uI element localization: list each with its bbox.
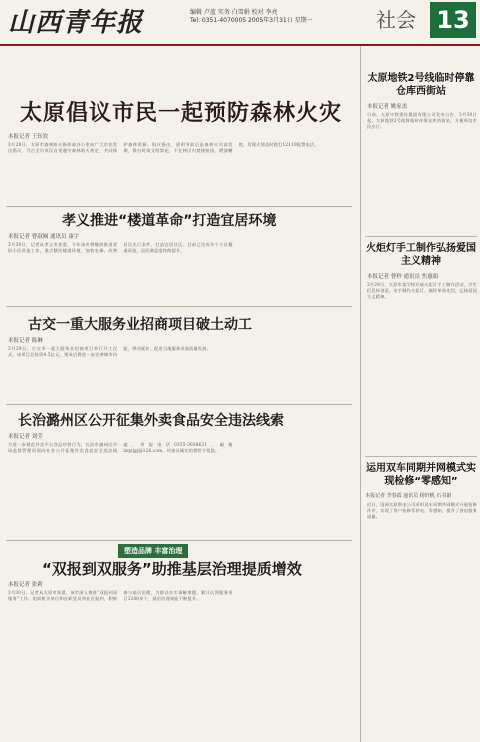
divider <box>365 236 477 237</box>
sidebar-article-3-byline: 本报记者 李春霞 通讯员 杨轩帆 石书娟 <box>365 493 452 499</box>
main-column <box>0 46 358 742</box>
page-number: 13 <box>430 2 476 38</box>
article-4-headline: 长治潞州区公开征集外卖食品安全违法线索 <box>18 413 284 429</box>
divider <box>6 404 352 405</box>
publication-info <box>190 9 313 25</box>
sidebar-article-1-body: 日前，太原中铁建设集团有限公司发布公告，3月30日起，太原地铁2号线将临时停靠仓库西街站，方便周边市民出行。 <box>367 112 477 129</box>
article-5-byline: 本报记者 张莉 <box>8 582 43 588</box>
divider <box>6 206 352 207</box>
article-2-body: 3月30日，记者从孝义市获悉，今年该市将继续推进老旧小区改造工作，重点整治楼道环境，加装电梯，改善居民出行条件，打造宜居社区。目前已完成多个小区楼道改造，居民满意度持续提升。 <box>8 242 233 253</box>
article-2-headline: 孝义推进“楼道革命”打造宜居环境 <box>62 213 277 229</box>
sidebar-article-2-headline: 火炬灯手工制作弘扬爱国主义精神 <box>366 243 476 267</box>
newspaper-logo: 山西青年报 <box>8 8 144 38</box>
masthead <box>0 0 480 46</box>
article-5-kicker: 塑造品牌 丰富治理 <box>118 544 188 558</box>
divider <box>365 456 477 457</box>
article-4-body: 为进一步规范外卖平台食品经营行为，长治市潞州区市场监督管理局面向社会公开征集外卖食品安全违法线索，举报电话0355-3038621，邮箱lzqsjgj@126.com，经查证属实的将给予奖励。 <box>8 442 233 453</box>
sidebar-article-3-headline: 运用双车同期并网模式实现检修“零感知” <box>366 463 476 487</box>
article-3-byline: 本报记者 陈琳 <box>8 338 43 344</box>
article-3-body: 3月29日，古交市一重大服务业招商项目举行开工仪式。该项目总投资4.5亿元，建成后将进一步完善城市功能，带动就业，促进当地服务业高质量发展。 <box>8 346 212 357</box>
divider <box>6 540 352 541</box>
article-5-body: 3月30日，记者从太原市获悉，该市深入推进“双报到双服务”工作，组织机关单位和在职党员到社区报到，积极参与基层治理，为群众办实事解难题，累计认领服务项目3200余个，基层治理效能不断提升。 <box>8 590 233 601</box>
article-1-body: 3月28日，太原市森林防火指挥部办公室向广大市民发出倡议，号召全市市民自觉遵守森林防火规定，共同保护森林资源。倡议指出，清明节前后是森林火灾高发期，祭扫时请文明祭祀，不在林区内焚烧纸钱、燃放鞭炮，发现火情及时拨打12119报警电话。 <box>8 142 319 153</box>
divider <box>6 306 352 307</box>
article-5-headline: “双报到双服务”助推基层治理提质增效 <box>42 560 302 578</box>
section-title: 社会 <box>376 8 416 32</box>
article-3-headline: 古交一重大服务业招商项目破土动工 <box>28 317 252 333</box>
article-1-headline: 太原倡议市民一起预防森林火灾 <box>20 101 343 126</box>
sidebar-article-2-body: 3月28日，太原市某学校开展火炬灯手工制作活动，学生们发挥创意，亲手制作火炬灯，缅怀革命先烈，弘扬爱国主义精神。 <box>367 282 477 299</box>
sidebar-article-3-body: 近日，国网太原供电公司采用双车同期并网模式开展检修作业，实现了用户检修零停电、零感知，提升了供电服务质量。 <box>367 502 477 519</box>
editor-line: 编辑 卢蓝 实务 白雪娟 校对 李亮 <box>190 9 278 16</box>
sidebar-article-1-headline: 太原地铁2号线临时停靠仓库西街站 <box>367 73 475 97</box>
article-1-byline: 本报记者 王钰钦 <box>8 134 49 140</box>
sidebar-article-1-byline: 本报记者 姚家盖 <box>367 104 408 110</box>
article-2-byline: 本报记者 曹淑娴 通讯员 康宇 <box>8 234 80 240</box>
contact-date-line: Tel: 0351-4070005 2005年3月31日 星期一 <box>190 17 313 24</box>
sidebar-column <box>360 46 480 742</box>
article-4-byline: 本报记者 刘莹 <box>8 434 43 440</box>
sidebar-article-2-byline: 本报记者 曹秒 通讯员 焦惠娟 <box>367 274 439 280</box>
